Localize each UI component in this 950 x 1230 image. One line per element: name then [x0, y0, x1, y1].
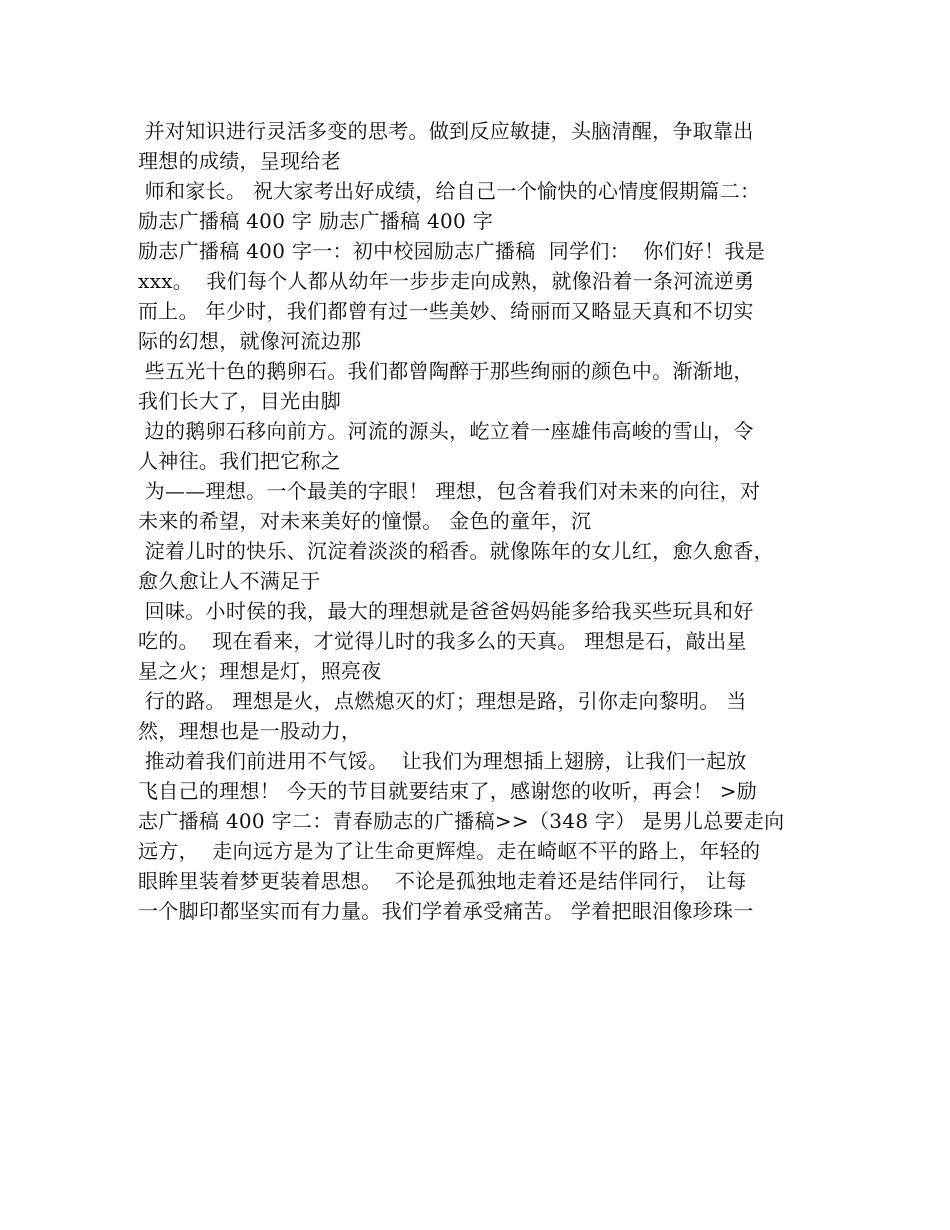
text-line: 师和家长。 祝大家考出好成绩，给自己一个愉快的心情度假期篇二：: [138, 179, 761, 203]
text-line: 为——理想。一个最美的字眼！ 理想，包含着我们对未来的向往，对: [138, 479, 761, 503]
text-line: 推动着我们前进用不气馁。 让我们为理想插上翅膀，让我们一起放: [138, 749, 747, 773]
text-line: 人神往。我们把它称之: [138, 449, 341, 473]
text-line: xxx。 我们每个人都从幼年一步步走向成熟，就像沿着一条河流逆勇: [138, 269, 755, 293]
text-line: 一个脚印都坚实而有力量。我们学着承受痛苦。 学着把眼泪像珍珠一: [138, 899, 754, 923]
text-line: 吃的。 现在看来，才觉得儿时的我多么的天真。 理想是石，敲出星: [138, 629, 747, 653]
text-line: 淀着儿时的快乐、沉淀着淡淡的稻香。就像陈年的女儿红，愈久愈香，: [138, 539, 774, 563]
text-line: 理想的成绩，呈现给老: [138, 149, 341, 173]
text-line: 而上。 年少时，我们都曾有过一些美妙、绮丽而又略显天真和不切实: [138, 299, 754, 323]
text-line: 眼眸里装着梦更装着思想。 不论是孤独地走着还是结伴同行， 让每: [138, 869, 747, 893]
text-line: 些五光十色的鹅卵石。我们都曾陶醉于那些绚丽的颜色中。渐渐地，: [138, 359, 754, 383]
text-line: 远方， 走向远方是为了让生命更辉煌。走在崎岖不平的路上，年轻的: [138, 839, 761, 863]
text-line: 边的鹅卵石移向前方。河流的源头，屹立着一座雄伟高峻的雪山，令: [138, 419, 754, 443]
text-line: 星之火；理想是灯，照亮夜: [138, 659, 382, 683]
text-line: 我们长大了，目光由脚: [138, 389, 341, 413]
text-line: 志广播稿 400 字二：青春励志的广播稿>>（348 字） 是男儿总要走向: [138, 809, 785, 833]
text-line: 愈久愈让人不满足于: [138, 569, 321, 593]
text-line: 行的路。 理想是火，点燃熄灭的灯；理想是路，引你走向黎明。 当: [138, 689, 747, 713]
text-line: 回味。小时侯的我，最大的理想就是爸爸妈妈能多给我买些玩具和好: [138, 599, 754, 623]
text-line: 然，理想也是一股动力，: [138, 719, 362, 743]
text-line: 并对知识进行灵活多变的思考。做到反应敏捷，头脑清醒，争取靠出: [138, 119, 754, 143]
text-line: 未来的希望，对未来美好的憧憬。 金色的童年，沉: [138, 509, 592, 533]
text-line: 际的幻想，就像河流边那: [138, 329, 362, 353]
text-line: 励志广播稿 400 字 励志广播稿 400 字: [138, 209, 494, 233]
text-line: 励志广播稿 400 字一：初中校园励志广播稿 同学们： 你们好！我是: [138, 239, 766, 263]
document-body: [138, 116, 818, 926]
text-line: 飞自己的理想！ 今天的节目就要结束了，感谢您的收听，再会！ >励: [138, 779, 758, 803]
